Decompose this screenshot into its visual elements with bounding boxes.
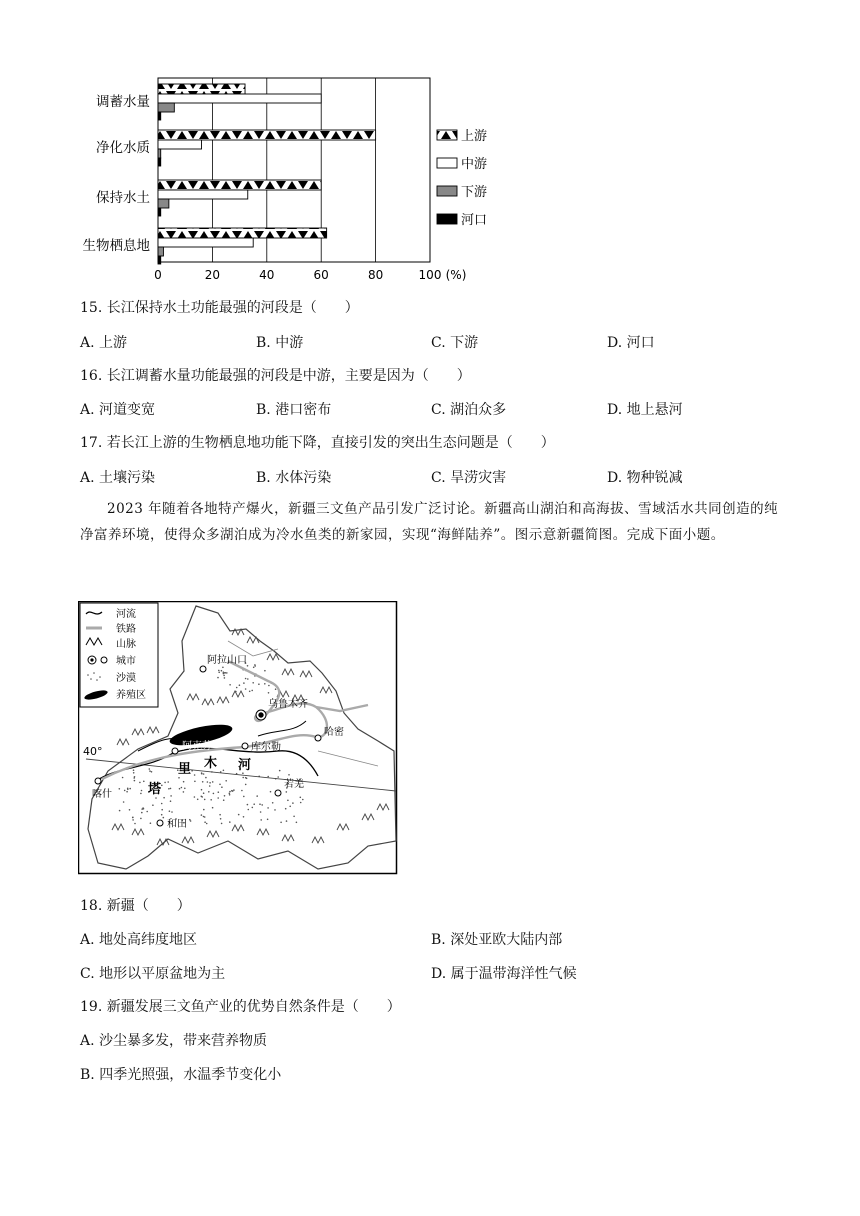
label-li: 里: [178, 762, 192, 777]
chart-tick-labels: [154, 268, 466, 282]
legend-desert: 沙漠: [116, 673, 136, 684]
city-korla: [242, 743, 248, 749]
category-label: 生物栖息地: [82, 238, 150, 254]
bar-1-3: [158, 158, 161, 166]
x-tick-label: 60: [313, 268, 329, 282]
legend-railway: 铁路: [116, 624, 136, 635]
legend-label: 下游: [461, 185, 488, 200]
q19-option-a: A. 沙尘暴多发，带来营养物质: [80, 1033, 268, 1049]
legend-swatch-3: [437, 214, 457, 224]
bar-chart: [0, 0, 860, 290]
bar-0-0: [158, 84, 245, 94]
label-kashgar: 喀什: [92, 789, 112, 800]
city-alashankou: [200, 666, 206, 672]
bar-2-2: [158, 199, 169, 208]
chart-category-labels: [83, 93, 151, 254]
q16-option-b: B. 港口密布: [256, 402, 332, 418]
label-ruoqiang: 若羌: [284, 779, 304, 790]
x-tick-label: 100: [418, 268, 442, 282]
legend-swatch-1: [437, 158, 457, 168]
bar-0-2: [158, 103, 174, 112]
city-hami: [315, 735, 321, 741]
bar-3-0: [158, 228, 327, 238]
legend-label: 中游: [461, 157, 488, 172]
label-hotan: 和田: [167, 819, 187, 830]
label-he: 河: [238, 758, 252, 773]
x-tick-label: 40: [259, 268, 275, 282]
q17-option-b: B. 水体污染: [256, 470, 332, 486]
label-latitude: 40°: [83, 745, 103, 758]
chart-legend: [437, 129, 487, 228]
category-label: 保持水土: [96, 190, 150, 206]
legend-swatch-2: [437, 186, 457, 196]
legend-label: 上游: [461, 129, 488, 144]
category-label: 调蓄水量: [96, 94, 150, 110]
city-ruoqiang: [275, 790, 281, 796]
q17-option-d: D. 物种锐减: [607, 470, 683, 486]
x-tick-label: 0: [154, 268, 162, 282]
q16-option-d: D. 地上悬河: [607, 402, 683, 418]
q18-option-c: C. 地形以平原盆地为主: [80, 966, 226, 982]
legend-label: 河口: [461, 213, 488, 228]
label-ta: 塔: [148, 782, 162, 797]
label-korla: 库尔勒: [251, 742, 281, 753]
x-tick-label: 80: [367, 268, 384, 282]
q18-option-d: D. 属于温带海洋性气候: [431, 966, 577, 982]
q15-option-a: A. 上游: [80, 335, 128, 351]
bar-3-2: [158, 247, 163, 256]
question-16: 16. 长江调蓄水量功能最强的河段是中游，主要是因为（ ）: [80, 368, 471, 384]
question-15: 15. 长江保持水土功能最强的河段是（ ）: [80, 300, 359, 316]
q15-option-b: B. 中游: [256, 335, 304, 351]
q17-option-c: C. 旱涝灾害: [431, 470, 507, 486]
legend-mountain: 山脉: [116, 639, 136, 650]
legend-swatch-0: [437, 130, 457, 140]
bar-2-3: [158, 208, 161, 216]
city-hotan: [157, 820, 163, 826]
xinjiang-map: [78, 601, 398, 875]
bar-0-3: [158, 112, 161, 120]
city-kashgar: [95, 778, 101, 784]
legend-river: 河流: [116, 609, 136, 620]
q19-option-b: B. 四季光照强，水温季节变化小: [80, 1067, 282, 1083]
q15-option-c: C. 下游: [431, 335, 479, 351]
passage: 2023 年随着各地特产爆火，新疆三文鱼产品引发广泛讨论。新疆高山湖泊和高海拔、雪域活水共同创造的纯净富养环境，使得众多湖泊成为冷水鱼类的新家园，实现“海鲜陆养”。图示意新疆简图。完成下面小题。: [80, 501, 779, 543]
label-alashankou: 阿拉山口: [207, 655, 247, 666]
bar-3-1: [158, 238, 253, 247]
bar-1-1: [158, 140, 202, 149]
city-aksu: [172, 748, 178, 754]
q16-option-a: A. 河道变宽: [80, 402, 156, 418]
category-label: 净化水质: [96, 140, 150, 156]
x-unit-label: (%): [445, 268, 467, 282]
question-19: 19. 新疆发展三文鱼产业的优势自然条件是（ ）: [80, 999, 401, 1015]
bar-2-1: [158, 190, 248, 199]
q18-option-b: B. 深处亚欧大陆内部: [431, 932, 563, 948]
legend-farming: 养殖区: [116, 690, 146, 701]
label-hami: 哈密: [324, 727, 344, 738]
x-tick-label: 20: [204, 268, 221, 282]
bar-1-2: [158, 149, 161, 158]
question-18: 18. 新疆（ ）: [80, 898, 191, 914]
q16-option-c: C. 湖泊众多: [431, 402, 507, 418]
question-17: 17. 若长江上游的生物栖息地功能下降，直接引发的突出生态问题是（ ）: [80, 435, 555, 451]
bar-1-0: [158, 130, 376, 140]
legend-city: 城市: [116, 656, 136, 667]
bar-3-3: [158, 256, 161, 264]
q15-option-d: D. 河口: [607, 335, 655, 351]
bar-2-0: [158, 180, 321, 190]
label-aksu: 阿克苏: [182, 741, 212, 752]
bar-0-1: [158, 94, 321, 103]
q17-option-a: A. 土壤污染: [80, 470, 156, 486]
q18-option-a: A. 地处高纬度地区: [80, 932, 198, 948]
label-mu: 木: [204, 756, 218, 771]
label-urumqi: 乌鲁木齐: [268, 699, 308, 710]
